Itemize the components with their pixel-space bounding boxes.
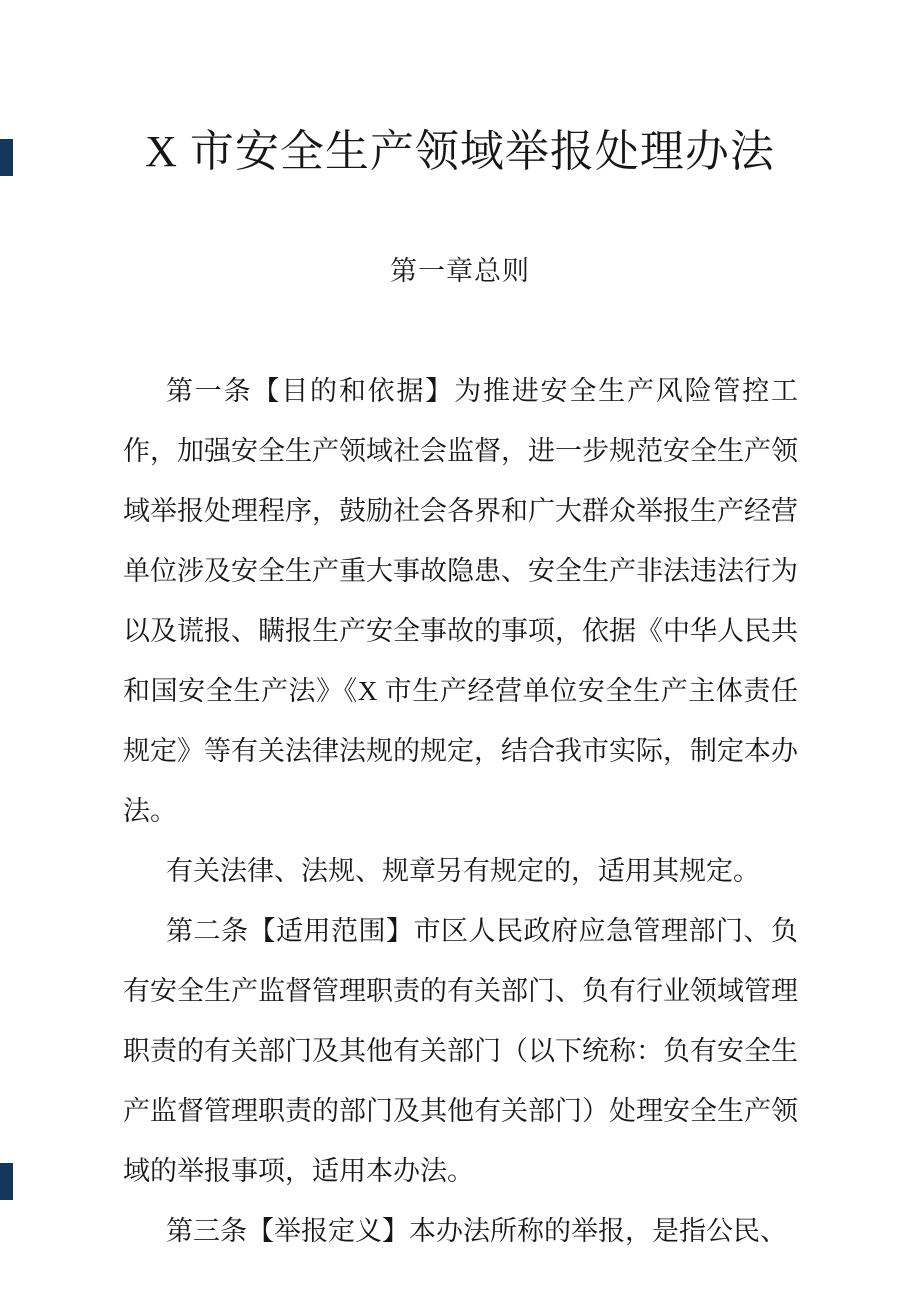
- body-paragraph: 第三条【举报定义】本办法所称的举报，是指公民、: [166, 1216, 787, 1246]
- chapter-heading: 第一章总则: [390, 256, 530, 286]
- document-title: X 市安全生产领域举报处理办法: [145, 127, 775, 176]
- page-marker-bottom: [0, 1163, 13, 1200]
- body-paragraph: 第一条【目的和依据】为推进安全生产风险管控工作，加强安全生产领域社会监督，进一步规范安全生产领域举报处理程序，鼓励社会各界和广大群众举报生产经营单位涉及安全生产重大事故隐患、安全生产非法违法行为以及谎报、瞒报生产安全事故的事项，依据《中华人民共和国安全生产法》《X 市生产经营单位安全生产主体责任规定》等有关法律法规的规定，结合我市实际，制定本办法。: [123, 376, 798, 826]
- body-paragraph: 有关法律、法规、规章另有规定的，适用其规定。: [166, 856, 760, 886]
- body-paragraph: 第二条【适用范围】市区人民政府应急管理部门、负有安全生产监督管理职责的有关部门、负有行业领域管理职责的有关部门及其他有关部门（以下统称：负有安全生产监督管理职责的部门及其他有关部门）处理安全生产领域的举报事项，适用本办法。: [123, 916, 798, 1186]
- document-body: [123, 361, 798, 1261]
